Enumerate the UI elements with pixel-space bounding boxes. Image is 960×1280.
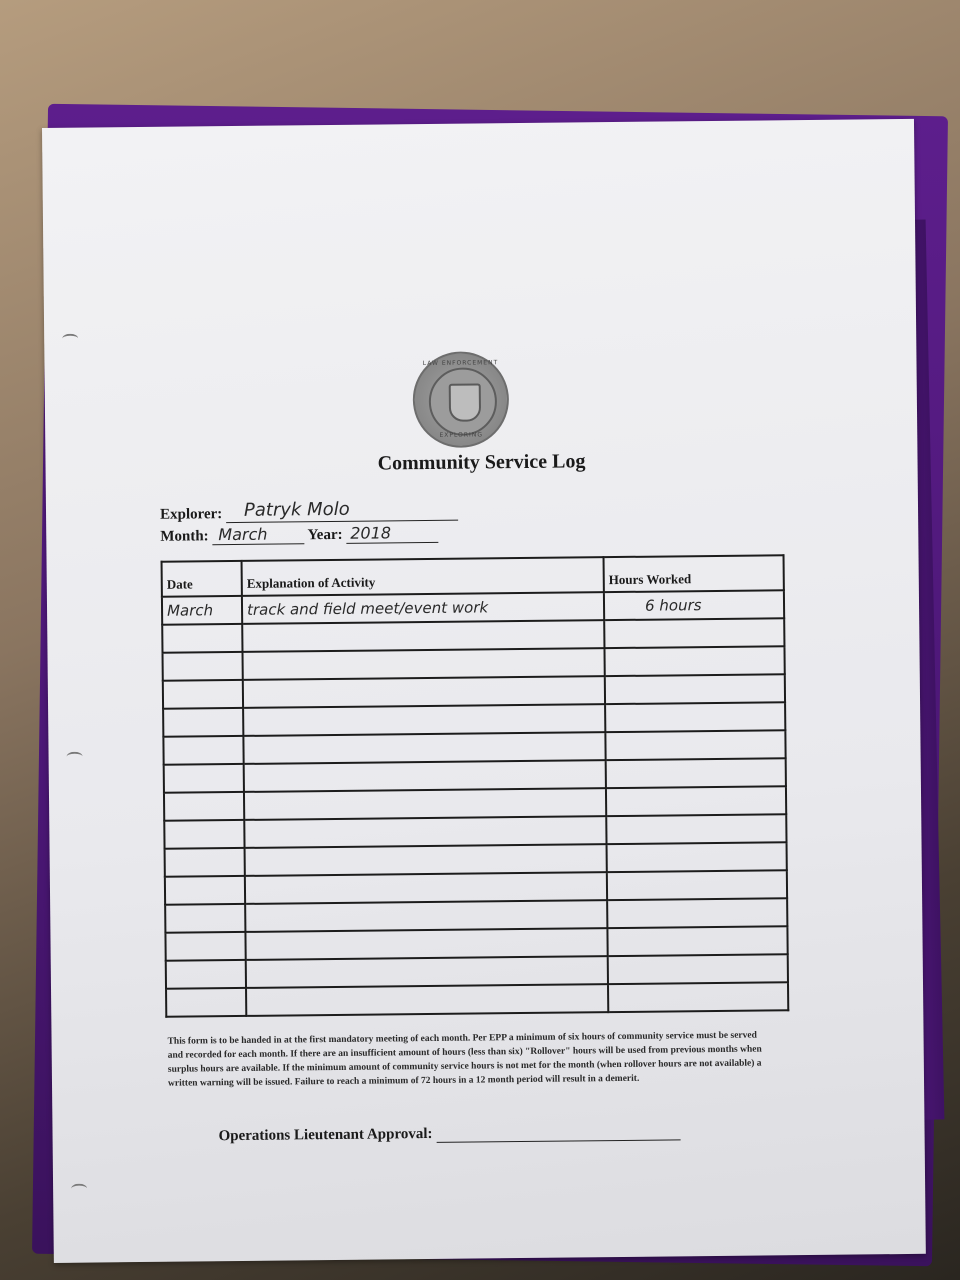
seal-emblem bbox=[429, 367, 498, 436]
date-cell[interactable] bbox=[165, 932, 245, 961]
law-enforcement-exploring-seal bbox=[412, 351, 509, 448]
month-input[interactable] bbox=[212, 525, 304, 545]
year-value: 2018 bbox=[350, 523, 392, 543]
hours-cell[interactable] bbox=[604, 646, 784, 676]
hours-cell[interactable]: 6 hours bbox=[604, 590, 784, 620]
activity-cell[interactable] bbox=[245, 872, 607, 904]
approval-field bbox=[218, 1123, 680, 1145]
form-title: Community Service Log bbox=[377, 450, 586, 475]
explorer-field bbox=[159, 498, 458, 524]
date-cell[interactable] bbox=[163, 736, 243, 765]
activity-cell[interactable] bbox=[242, 648, 604, 680]
month-label: Month: bbox=[160, 528, 209, 545]
activity-cell[interactable] bbox=[243, 732, 605, 764]
seal-bottom-text: EXPLORING bbox=[439, 431, 483, 439]
hours-cell[interactable] bbox=[604, 618, 784, 648]
activity-column-header: Explanation of Activity bbox=[242, 557, 604, 596]
date-cell[interactable] bbox=[164, 764, 244, 793]
punch-hole bbox=[71, 1184, 87, 1194]
month-value: March bbox=[218, 524, 268, 545]
activity-cell[interactable] bbox=[245, 928, 607, 960]
activity-cell[interactable] bbox=[242, 620, 604, 652]
date-cell[interactable] bbox=[164, 792, 244, 821]
hours-cell[interactable] bbox=[608, 982, 788, 1012]
shield-icon bbox=[449, 383, 481, 421]
activity-cell[interactable] bbox=[245, 844, 607, 876]
activity-cell[interactable] bbox=[246, 984, 608, 1016]
activity-cell[interactable] bbox=[246, 956, 608, 988]
hours-cell[interactable] bbox=[605, 674, 785, 704]
activity-cell[interactable] bbox=[245, 900, 607, 932]
date-cell[interactable] bbox=[163, 680, 243, 709]
approval-signature-line[interactable] bbox=[436, 1125, 680, 1143]
hours-cell[interactable] bbox=[606, 814, 786, 844]
hours-cell[interactable] bbox=[605, 730, 785, 760]
date-cell[interactable] bbox=[162, 624, 242, 653]
hours-column-header: Hours Worked bbox=[604, 555, 784, 592]
year-input[interactable] bbox=[346, 524, 438, 544]
hours-cell[interactable] bbox=[607, 842, 787, 872]
date-cell[interactable] bbox=[165, 876, 245, 905]
date-cell[interactable] bbox=[166, 960, 246, 989]
date-cell[interactable] bbox=[164, 820, 244, 849]
month-year-field bbox=[160, 524, 438, 546]
community-service-log-sheet bbox=[42, 119, 926, 1263]
approval-label: Operations Lieutenant Approval: bbox=[218, 1125, 433, 1145]
service-log-table bbox=[161, 554, 790, 1018]
punch-hole bbox=[67, 752, 83, 762]
date-cell[interactable] bbox=[166, 988, 246, 1017]
explorer-label: Explorer: bbox=[159, 506, 223, 523]
instructions-notice: This form is to be handed in at the first mandatory meeting of each month. Per EPP a minimum of six hours of community service must be served and recorded for each month. If there are an insufficient amount of hours (less than six) "Rollover" hours will be used from previous months when surplus hours are available. If the minimum amount of community service hours is not met for the month (when rollover hours are not available) a written warning will be issued. Failure to reach a minimum of 72 hours in a 12 month period will result in a demerit. bbox=[167, 1030, 762, 1089]
hours-cell[interactable] bbox=[607, 926, 787, 956]
activity-cell[interactable] bbox=[244, 760, 606, 792]
hours-cell[interactable] bbox=[607, 870, 787, 900]
hours-cell[interactable] bbox=[607, 898, 787, 928]
seal-top-text: LAW ENFORCEMENT bbox=[422, 359, 499, 368]
hours-cell[interactable] bbox=[608, 954, 788, 984]
date-column-header: Date bbox=[162, 561, 242, 597]
explorer-input[interactable] bbox=[226, 498, 458, 523]
activity-cell[interactable] bbox=[244, 816, 606, 848]
table-row bbox=[166, 982, 788, 1017]
hours-cell[interactable] bbox=[605, 702, 785, 732]
date-cell[interactable] bbox=[163, 652, 243, 681]
activity-cell[interactable] bbox=[243, 676, 605, 708]
punch-hole bbox=[62, 334, 78, 344]
hours-cell[interactable] bbox=[606, 786, 786, 816]
year-label: Year: bbox=[307, 526, 343, 544]
hours-cell[interactable] bbox=[606, 758, 786, 788]
date-cell[interactable] bbox=[165, 848, 245, 877]
explorer-value: Patryk Molo bbox=[243, 498, 350, 521]
date-cell[interactable] bbox=[163, 708, 243, 737]
activity-cell[interactable] bbox=[244, 788, 606, 820]
date-cell[interactable]: March bbox=[162, 596, 242, 625]
table-body bbox=[162, 590, 788, 1016]
activity-cell[interactable]: track and field meet/event work bbox=[242, 592, 604, 624]
activity-cell[interactable] bbox=[243, 704, 605, 736]
date-cell[interactable] bbox=[165, 904, 245, 933]
